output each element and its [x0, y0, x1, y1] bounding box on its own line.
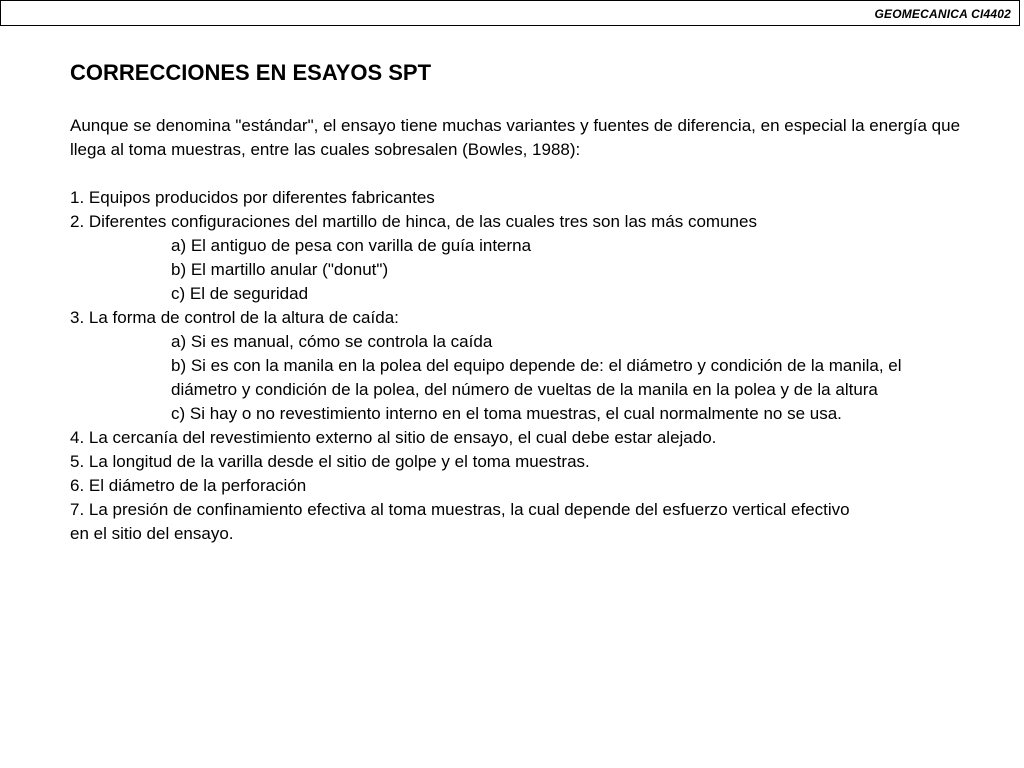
sublist-item: a) Si es manual, cómo se controla la caída: [171, 332, 493, 351]
course-label: GEOMECANICA CI4402: [874, 7, 1011, 21]
list-item-text: 5. La longitud de la varilla desde el sitio de golpe y el toma muestras.: [70, 452, 590, 471]
intro-paragraph: Aunque se denomina "estándar", el ensayo tiene muchas variantes y fuentes de diferencia, en especial la energía que llega al toma muestras, entre las cuales sobresalen (Bowles, 1988):: [70, 116, 961, 159]
list-item-text: 6. El diámetro de la perforación: [70, 476, 307, 495]
list-item-text: 7. La presión de confinamiento efectiva al toma muestras, la cual depende del esfuerzo vertical efectivo en el sitio del ensayo.: [70, 500, 850, 543]
page-title: CORRECCIONES EN ESAYOS SPT: [70, 60, 432, 85]
list-item-text: 1. Equipos producidos por diferentes fabricantes: [70, 188, 435, 207]
list-item: [70, 426, 970, 450]
sublist-item: b) Si es con la manila en la polea del equipo depende de: el diámetro y condición de la manila, el diámetro y condición de la polea, del número de vueltas de la manila en la polea y de la altura: [171, 356, 902, 399]
list-item: [70, 450, 970, 474]
list-item: [70, 210, 970, 306]
list-item-text: 3. La forma de control de la altura de caída:: [70, 308, 399, 327]
sublist-item: c) El de seguridad: [171, 284, 309, 303]
sublist-item: a) El antiguo de pesa con varilla de guía interna: [171, 236, 532, 255]
list-item: [70, 474, 970, 498]
sublist: [70, 330, 970, 426]
corrections-list: [70, 186, 970, 546]
sublist: [70, 234, 970, 306]
list-item: [70, 306, 970, 426]
list-item: [70, 186, 970, 210]
list-item: [70, 498, 850, 546]
sublist-item: c) Si hay o no revestimiento interno en el toma muestras, el cual normalmente no se usa.: [171, 404, 842, 423]
header-bar: [0, 0, 1020, 26]
main-content: [70, 114, 970, 546]
list-item-text: 4. La cercanía del revestimiento externo al sitio de ensayo, el cual debe estar alejado.: [70, 428, 717, 447]
list-item-text: 2. Diferentes configuraciones del martillo de hinca, de las cuales tres son las más comunes: [70, 212, 757, 231]
sublist-item: b) El martillo anular ("donut"): [171, 260, 389, 279]
